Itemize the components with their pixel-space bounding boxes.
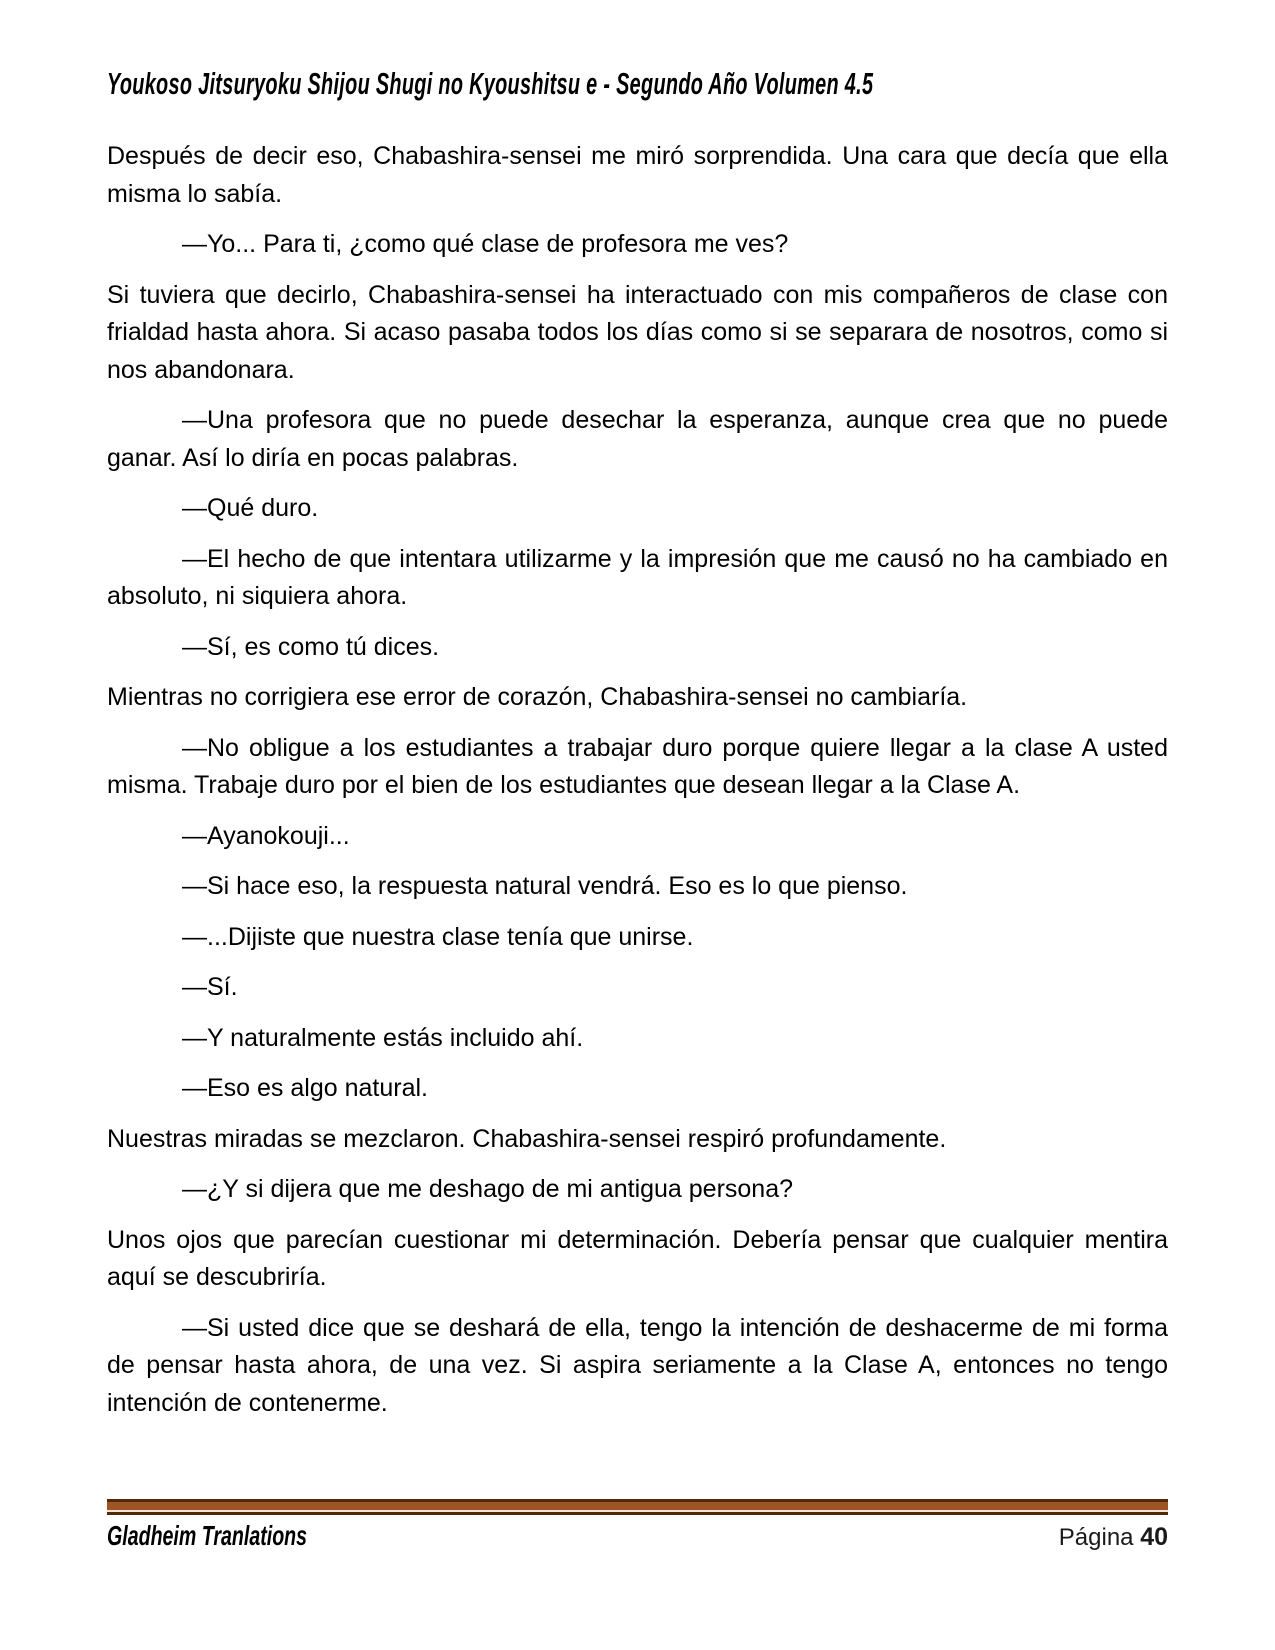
- paragraph-dialogue: —El hecho de que intentara utilizarme y la impresión que me causó no ha cambiado en absoluto, ni siquiera ahora.: [107, 544, 1168, 610]
- page-number-label: Página: [1058, 1524, 1134, 1551]
- paragraph-dialogue: —Y naturalmente estás incluido ahí.: [182, 1023, 584, 1052]
- footer-rule-mid: [107, 1502, 1168, 1510]
- page-footer: [107, 1499, 1168, 1552]
- paragraph-dialogue: —...Dijiste que nuestra clase tenía que unirse.: [182, 922, 694, 951]
- paragraph: Mientras no corrigiera ese error de corazón, Chabashira-sensei no cambiaría.: [107, 683, 968, 711]
- paragraph: Después de decir eso, Chabashira-sensei me miró sorprendida. Una cara que decía que ella misma lo sabía.: [107, 142, 1168, 208]
- footer-brand: Gladheim Tranlations: [107, 1520, 308, 1551]
- paragraph: Si tuviera que decirlo, Chabashira-sensei ha interactuado con mis compañeros de clase con frialdad hasta ahora. Si acaso pasaba todos los días como si se separara de nosotros, como si nos abandonara.: [107, 280, 1168, 384]
- page-number-block: [1059, 1523, 1168, 1552]
- paragraph-dialogue: —No obligue a los estudiantes a trabajar duro porque quiere llegar a la clase A usted misma. Trabaje duro por el bien de los estudiantes que desean llegar a la Clase A.: [107, 733, 1168, 799]
- page-header: [107, 0, 1168, 102]
- body-text: [107, 138, 1168, 1422]
- paragraph-dialogue: —Si usted dice que se deshará de ella, tengo la intención de deshacerme de mi forma de pensar hasta ahora, de una vez. Si aspira seriamente a la Clase A, entonces no tengo intención de contenerme.: [107, 1313, 1168, 1417]
- footer-rule-dark-bottom: [107, 1512, 1168, 1515]
- paragraph-dialogue: —Qué duro.: [182, 494, 319, 522]
- paragraph: Nuestras miradas se mezclaron. Chabashira-sensei respiró profundamente.: [107, 1124, 947, 1153]
- page-number: 40: [1140, 1523, 1168, 1551]
- paragraph-dialogue: —Si hace eso, la respuesta natural vendrá. Eso es lo que pienso.: [182, 872, 908, 900]
- paragraph-dialogue: —Sí.: [182, 973, 238, 1001]
- paragraph-dialogue: —Una profesora que no puede desechar la esperanza, aunque crea que no puede ganar. Así lo diría en pocas palabras.: [107, 406, 1168, 472]
- page-title: Youkoso Jitsuryoku Shijou Shugi no Kyoushitsu e - Segundo Año Volumen 4.5: [107, 66, 874, 101]
- paragraph-dialogue: —Sí, es como tú dices.: [182, 632, 440, 661]
- footer-rule: [107, 1499, 1168, 1515]
- footer-brand-wrap: [107, 1520, 393, 1552]
- paragraph: Unos ojos que parecían cuestionar mi determinación. Debería pensar que cualquier mentira aquí se descubriría.: [107, 1225, 1168, 1291]
- paragraph-dialogue: —Yo... Para ti, ¿como qué clase de profesora me ves?: [182, 230, 789, 258]
- paragraph-dialogue: —¿Y si dijera que me deshago de mi antigua persona?: [182, 1175, 794, 1203]
- paragraph-dialogue: —Eso es algo natural.: [182, 1074, 428, 1102]
- paragraph-dialogue: —Ayanokouji...: [182, 821, 350, 850]
